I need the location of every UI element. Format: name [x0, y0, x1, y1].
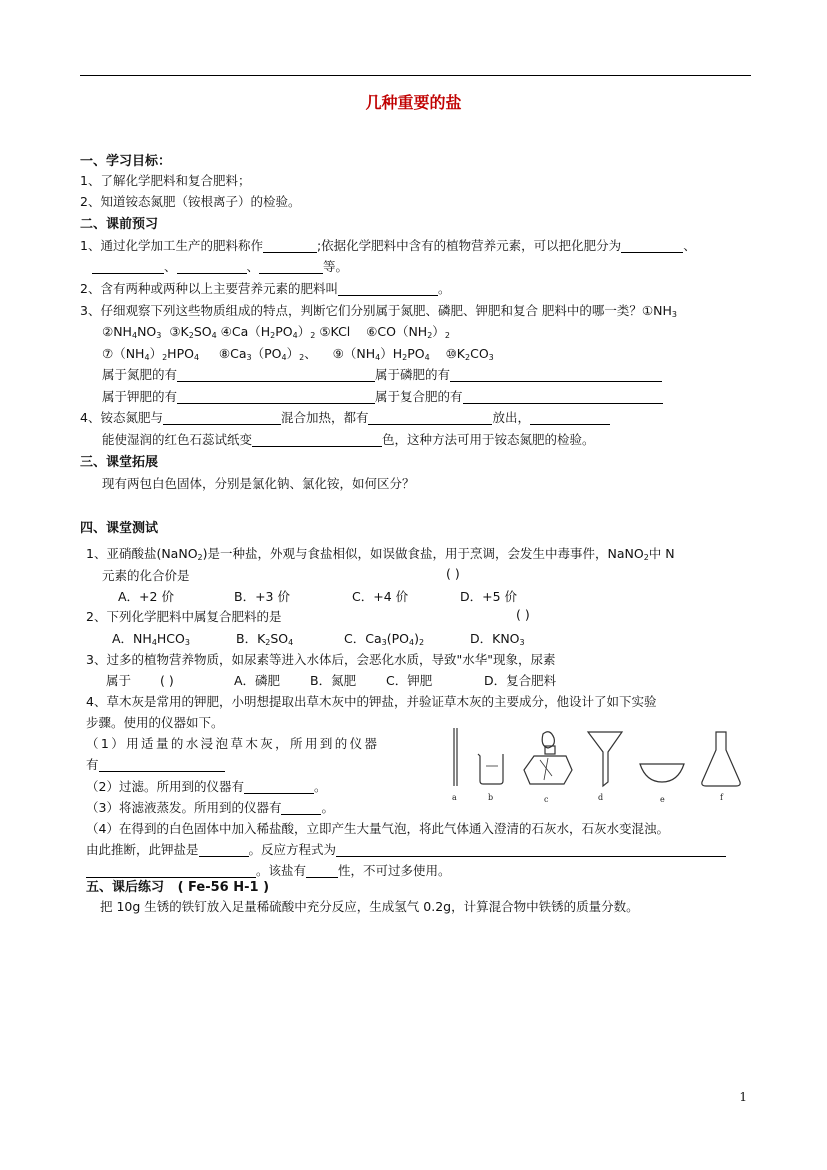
- section-3-heading: 三、课堂拓展: [80, 455, 159, 470]
- test-q4-inference: [86, 840, 726, 858]
- formula-part: SO: [193, 324, 212, 339]
- option-text: B．K: [236, 631, 266, 646]
- conical-flask-icon: [702, 732, 740, 786]
- q4-blank-2[interactable]: [368, 411, 492, 425]
- formula-part: NO: [137, 324, 157, 339]
- q4-text-e: 色，这种方法可用于铵态氮肥的检验。: [382, 432, 595, 447]
- extension-question: 现有两包白色固体，分别是氯化钠、氯化铵，如何区分？: [102, 476, 415, 491]
- formula-sub: 2: [310, 331, 316, 340]
- potassium-blank[interactable]: [177, 390, 375, 404]
- formula-5: ⑤KCl: [319, 324, 351, 339]
- option-d[interactable]: D．复合肥料: [484, 673, 557, 688]
- formula-sub: 3: [156, 331, 162, 340]
- formula-3: ③K: [169, 324, 189, 339]
- equation-blank[interactable]: [336, 843, 726, 857]
- option-a[interactable]: [112, 629, 236, 647]
- test-q4-text-f2: 。: [321, 800, 334, 815]
- option-text: C．Ca: [344, 631, 382, 646]
- test-q4-step3: [86, 798, 334, 816]
- option-a[interactable]: A．+2 价: [118, 589, 174, 604]
- test-q4-step2: [86, 777, 326, 795]
- preview-q3-line1: [80, 301, 677, 319]
- q1-text-a: 1、通过化学加工生产的肥料称作: [80, 238, 263, 253]
- funnel-icon: [588, 732, 622, 786]
- formula-4: ④Ca（H: [220, 324, 271, 339]
- test-q2: 2、下列化学肥料中属复合肥料的是: [86, 609, 282, 624]
- compound-blank[interactable]: [463, 390, 663, 404]
- formula-sub: 3: [246, 353, 252, 362]
- formula-7: ⑦（NH: [102, 346, 145, 361]
- evaporating-dish-icon: [640, 764, 684, 782]
- formula-sub: 2: [299, 353, 305, 362]
- test-q4-text-h: 由此推断，此钾盐是: [86, 842, 199, 857]
- test-q1-options: [118, 587, 517, 605]
- figure-label-b: b: [488, 793, 494, 802]
- formula-part: （PO: [251, 346, 282, 361]
- formula-sub: 4: [131, 331, 138, 340]
- formula-sub: 4: [281, 353, 287, 362]
- q4-text-c: 放出，: [492, 410, 530, 425]
- formula-sub: 2: [265, 638, 271, 647]
- formula-sub: 4: [193, 353, 200, 362]
- q1-text-d: 、: [164, 259, 177, 274]
- test-q4-text-d: 有: [86, 757, 99, 772]
- option-text: HCO: [156, 631, 185, 646]
- test-q3-line2: [106, 671, 556, 689]
- phosphorus-blank[interactable]: [450, 368, 662, 382]
- formula-sub: 2: [188, 331, 194, 340]
- formula-sub: 2: [444, 331, 450, 340]
- test-q4-step1: （1）用适量的水浸泡草木灰，所用到的仪器: [86, 736, 380, 751]
- preview-q3-line3: [102, 344, 494, 362]
- q1-text-c: 、: [683, 238, 696, 253]
- formula-part: 、: [304, 346, 317, 361]
- section-1-heading: 一、学习目标：: [80, 154, 172, 169]
- step3-blank[interactable]: [281, 801, 321, 815]
- formula-sub: 2: [162, 353, 168, 362]
- formula-sub: 3: [519, 638, 525, 647]
- formula-10: ⑩K: [445, 346, 465, 361]
- nitrogen-blank[interactable]: [177, 368, 375, 382]
- test-q1-answer-paren[interactable]: ( ): [446, 566, 460, 581]
- test-q2-options: [112, 629, 525, 647]
- formula-sub: 3: [184, 638, 190, 647]
- option-text: A．NH: [112, 631, 152, 646]
- top-rule: [80, 75, 751, 76]
- test-q1-text-a: 1、亚硝酸盐(NaNO: [86, 546, 198, 561]
- formula-sub: 3: [488, 353, 494, 362]
- formula-part: ）: [149, 346, 163, 361]
- formula-part: ）H: [380, 346, 403, 361]
- objective-1: 1、了解化学肥料和复合肥料；: [80, 173, 251, 188]
- option-a[interactable]: A．磷肥: [234, 673, 281, 688]
- formula-sub: 2: [427, 331, 433, 340]
- step2-blank[interactable]: [244, 780, 314, 794]
- formula-sub: 2: [643, 553, 649, 562]
- page-title: 几种重要的盐: [365, 93, 462, 112]
- formula-sub: 4: [375, 353, 381, 362]
- q4-text-d: 能使湿润的红色石蕊试纸变: [102, 432, 253, 447]
- q1-blank-2[interactable]: [621, 239, 683, 253]
- q4-blank-4[interactable]: [252, 433, 382, 447]
- q2-text-a: 2、含有两种或两种以上主要营养元素的肥料叫: [80, 281, 338, 296]
- section-5-heading: [86, 876, 269, 895]
- formula-sub: 2: [418, 638, 425, 647]
- formula-sub: 4: [288, 638, 294, 647]
- q2-text-b: 。: [437, 281, 451, 296]
- formula-part: HPO: [167, 346, 194, 361]
- section-2-heading: 二、课前预习: [80, 217, 159, 232]
- formula-part: PO: [275, 324, 293, 339]
- figure-label-d: d: [598, 793, 604, 802]
- formula-part: CO: [470, 346, 489, 361]
- q2-blank[interactable]: [338, 282, 438, 296]
- section-5-title: 五、课后练习: [86, 880, 165, 895]
- formula-sub: 4: [408, 638, 415, 647]
- option-b[interactable]: B．+3 价: [234, 589, 290, 604]
- test-q4-line2: 步骤。使用的仪器如下。: [86, 715, 224, 730]
- option-c[interactable]: C．+4 价: [352, 589, 409, 604]
- formula-part: ）: [286, 346, 300, 361]
- formula-sub: 4: [424, 353, 430, 362]
- q4-text-b: 混合加热，都有: [280, 410, 369, 425]
- formula-part: ）: [297, 324, 311, 339]
- phosphorus-label: 属于磷肥的有: [375, 367, 451, 382]
- classify-row-2: [102, 387, 663, 405]
- test-q1-line2: [102, 566, 190, 584]
- formula-sub: 4: [292, 331, 298, 340]
- classify-row-1: [102, 365, 662, 383]
- option-b[interactable]: B．氮肥: [310, 673, 357, 688]
- figure-label-f: f: [720, 793, 723, 802]
- formula-sub: 2: [402, 353, 408, 362]
- preview-q2: [80, 279, 450, 297]
- formula-sub: 4: [151, 638, 157, 647]
- objective-2: 2、知道铵态氮肥（铵根离子）的检验。: [80, 194, 301, 209]
- q1-text-b: ;依据化学肥料中含有的植物营养元素，可以把化肥分为: [316, 238, 622, 253]
- option-c[interactable]: [344, 629, 470, 647]
- option-c[interactable]: C．钾肥: [386, 673, 433, 688]
- formula-sub: 2: [197, 553, 203, 562]
- q1-blank-3[interactable]: [92, 260, 164, 274]
- formula-8: ⑧Ca: [218, 346, 247, 361]
- formula-sub: 2: [270, 331, 276, 340]
- q1-text-e: 、: [246, 259, 260, 274]
- test-q4-step1-answer: [86, 755, 225, 773]
- formula-sub: 4: [144, 353, 150, 362]
- compound-label: 属于复合肥的有: [375, 389, 463, 404]
- option-text: (PO: [386, 631, 409, 646]
- test-q4-text-i2: 性，不可过多使用。: [338, 863, 451, 878]
- test-q4-text-i: 。该盐有: [256, 863, 307, 878]
- test-q4-text-h2: 。反应方程式为: [248, 842, 337, 857]
- preview-q4-line2: [102, 430, 595, 448]
- test-q1-line1: [86, 544, 675, 562]
- formula-sub: 4: [211, 331, 217, 340]
- q3-sub: 3: [671, 310, 677, 319]
- property-blank[interactable]: [306, 864, 338, 878]
- option-d[interactable]: D．+5 价: [460, 589, 518, 604]
- alcohol-burner-icon: [524, 732, 572, 784]
- test-q3-line1: 3、过多的植物营养物质，如尿素等进入水体后，会恶化水质，导致"水华"现象，尿素: [86, 652, 556, 667]
- test-q3-answer-paren[interactable]: ( ): [160, 673, 174, 688]
- beaker-icon: [478, 754, 503, 784]
- potassium-label: 属于钾肥的有: [102, 389, 178, 404]
- preview-q4-line1: [80, 408, 610, 426]
- formula-sub: 2: [465, 353, 471, 362]
- test-q1-text-c: 中 N: [648, 546, 675, 561]
- page-number: 1: [739, 1090, 747, 1104]
- option-d[interactable]: [470, 631, 525, 646]
- test-q4-step4: （4）在得到的白色固体中加入稀盐酸，立即产生大量气泡，将此气体通入澄清的石灰水，石灰水变混浊。: [86, 821, 669, 836]
- preview-q3-line2: [102, 322, 450, 340]
- section-4-heading: 四、课堂测试: [80, 521, 159, 536]
- test-q3-text-b: 属于: [106, 673, 132, 688]
- q4-text-a: 4、铵态氮肥与: [80, 410, 163, 425]
- test-q4-text-e2: 。: [313, 779, 327, 794]
- q1-text-f: 等。: [323, 259, 349, 274]
- test-q4-line1: 4、草木灰是常用的钾肥，小明想提取出草木灰中的钾盐，并验证草木灰的主要成分，他设计了如下实验: [86, 694, 657, 709]
- q4-blank-3[interactable]: [530, 411, 610, 425]
- test-q4-text-e: （2）过滤。所用到的仪器有: [86, 779, 244, 794]
- option-text: SO: [270, 631, 289, 646]
- q4-blank-1[interactable]: [163, 411, 281, 425]
- option-text: ): [414, 631, 419, 646]
- figure-label-e: e: [660, 795, 665, 804]
- homework-question: 把 10g 生锈的铁钉放入足量稀硫酸中充分反应，生成氢气 0.2g，计算混合物中铁锈的质量分数。: [100, 899, 639, 914]
- option-b[interactable]: [236, 629, 344, 647]
- figure-label-c: c: [544, 795, 549, 804]
- step1-blank[interactable]: [99, 758, 225, 772]
- q3-text-a: 3、仔细观察下列这些物质组成的特点，判断它们分别属于氮肥、磷肥、钾肥和复合 肥料中的哪一类？①NH: [80, 303, 672, 318]
- atomic-mass-note: ( Fe-56 H-1 ): [177, 880, 270, 895]
- formula-2: ②NH: [102, 324, 132, 339]
- formula-6: ⑥CO（NH: [366, 324, 428, 339]
- formula-part: PO: [407, 346, 425, 361]
- test-q4-text-f: （3）将滤液蒸发。所用到的仪器有: [86, 800, 282, 815]
- preview-q1-line1: [80, 236, 696, 254]
- test-q1-text-d: 元素的化合价是: [102, 568, 190, 583]
- q1-blank-5[interactable]: [259, 260, 323, 274]
- q1-blank-1[interactable]: [263, 239, 317, 253]
- formula-sub: 3: [381, 638, 387, 647]
- test-q1-text-b: )是一种盐，外观与食盐相似，如误做食盐，用于烹调，会发生中毒事件，NaNO: [202, 546, 644, 561]
- formula-9: ⑨（NH: [332, 346, 376, 361]
- figure-label-a: a: [452, 793, 457, 802]
- option-text: D．KNO: [470, 631, 520, 646]
- preview-q1-line2: [92, 257, 348, 275]
- nitrogen-label: 属于氮肥的有: [102, 367, 178, 382]
- formula-part: ）: [432, 324, 445, 339]
- q1-blank-4[interactable]: [177, 260, 247, 274]
- apparatus-figure: [448, 726, 748, 816]
- test-q2-answer-paren[interactable]: ( ): [516, 607, 530, 622]
- salt-blank[interactable]: [199, 843, 249, 857]
